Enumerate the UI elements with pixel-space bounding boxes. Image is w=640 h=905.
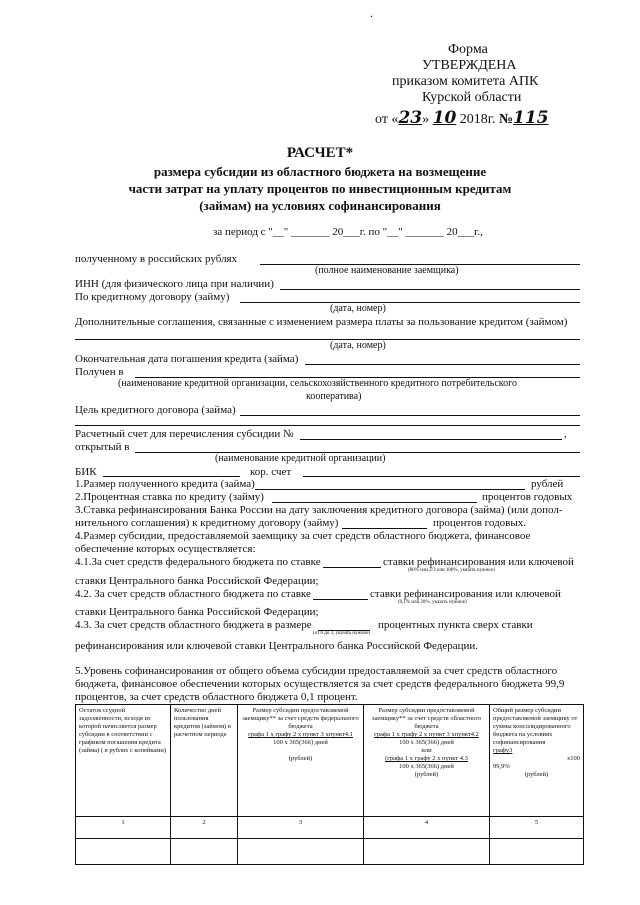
page-mark: . — [370, 6, 373, 20]
item-2-unit: процентов годовых — [482, 491, 573, 503]
table-row — [76, 839, 584, 865]
number-handwritten: 115 — [513, 108, 549, 128]
item-4-1-tail: ставки рефинансирования или ключевой — [383, 556, 574, 568]
corr-account-label: кор. счет — [250, 466, 292, 478]
form-label: Форма — [448, 42, 488, 57]
month-handwritten: 10 — [432, 108, 457, 128]
item-5b: бюджета, финансовое обеспечении которых осуществляется за счет средств федерального бюджета 99,9 — [75, 678, 565, 690]
table-header-col3: Размер субсидии предоставляемой заемщику** за счет средств федерального бюджета графа 1 х графу 2 х пункт 3 хпункт4.1 100 х 365(366) дней (рублей) — [238, 705, 364, 817]
inn-label: ИНН (для физического лица при наличии) — [75, 278, 274, 290]
addl-agreements-label: Дополнительные соглашения, связанные с изменением размера платы за пользование кредитом (займом) — [75, 316, 568, 328]
date-sep: » — [422, 112, 430, 127]
item-4-2b: ставки Центрального банка Российской Федерации; — [75, 606, 319, 618]
item-4-3: 4.3. За счет средств областного бюджета в размере — [75, 619, 312, 631]
cell-total[interactable] — [490, 839, 584, 865]
order-label: приказом комитета АПК — [392, 74, 539, 89]
subsidy-table — [75, 704, 584, 865]
item-5a: 5.Уровень софинансирования от общего объема субсидии предоставляемой за счет средств областного — [75, 665, 558, 677]
order-date — [375, 110, 549, 128]
period-line: за период с "__" _______ 20___г. по "__" _______ 20___г., — [213, 226, 483, 238]
table-header-col5: Общий размер субсидии предоставляемой заемщику от суммы консолидированного бюджета на условиях софинансирования графу3 х100 99,9% (рублей) — [490, 705, 584, 817]
item-3a: 3.Ставка рефинансирования Банка России на дату заключения кредитного договора (займа) (или допол- — [75, 504, 563, 516]
col-number-2: 2 — [171, 817, 238, 839]
received-label: полученному в российских рублях — [75, 253, 238, 265]
account-comma: , — [564, 428, 567, 440]
item-4-2-note: (0,1% или 20%, указать нужное) — [398, 600, 467, 605]
table-header-col2: Количество дней пользования кредитом (займом) в расчетном периоде — [171, 705, 238, 817]
cell-federal[interactable] — [238, 839, 364, 865]
col-number-5: 5 — [490, 817, 584, 839]
borrower-caption: (полное наименование заемщика) — [315, 265, 459, 276]
cell-balance[interactable] — [76, 839, 171, 865]
item-5c: процентов, за счет средств областного бюджета 0,1 процент. — [75, 691, 358, 703]
item-4-1-note: (80% или 2/3 или 100%, указать нужное) — [408, 568, 495, 573]
item-4-3b: рефинансирования или ключевой ставки Центрального банка Российской Федерации. — [75, 640, 479, 652]
item-4a: 4.Размер субсидии, предоставляемой заемщику за счет средств областного бюджета, финансовое — [75, 530, 531, 542]
col-number-4: 4 — [364, 817, 490, 839]
col-number-3: 3 — [238, 817, 364, 839]
item-4-2: 4.2. За счет средств областного бюджета по ставке — [75, 588, 311, 600]
cell-days[interactable] — [171, 839, 238, 865]
item-1: 1.Размер полученного кредита (займа) — [75, 478, 255, 490]
item-4-1: 4.1.За счет средств федерального бюджета по ставке — [75, 556, 321, 568]
day-handwritten: 23 — [398, 108, 423, 128]
item-3-unit: процентов годовых. — [433, 517, 527, 529]
item-4-1b: ставки Центрального банка Российской Федерации; — [75, 575, 319, 587]
received-in-label: Получен в — [75, 366, 124, 378]
region-label: Курской области — [422, 90, 522, 105]
table-header-col1: Остаток ссудной задолженности, исходя из которой начисляется размер субсидии в соответствии с графиком погашения кредита (займа) ( в рублях с копейками) — [76, 705, 171, 817]
purpose-label: Цель кредитного договора (займа) — [75, 404, 236, 416]
table-header-col4: Размер субсидии предоставляемой заемщику** за счет средств областного бюджета графа 1 х графу 2 х пункт 3 хпункт4.2 100 х 365(366) дней или (графа 1 х графу 2 х пункт 4.3 100 х 365(366) дней (рублей) — [364, 705, 490, 817]
table-header-row — [76, 705, 584, 817]
addl-date-caption: (дата, номер) — [330, 340, 386, 351]
item-4-3-tail: процентных пункта сверх ставки — [378, 619, 533, 631]
item-2: 2.Процентная ставка по кредиту (займу) — [75, 491, 264, 503]
cell-regional[interactable] — [364, 839, 490, 865]
bank-caption: (наименование кредитной организации) — [215, 453, 386, 464]
item-4-2-tail: ставки рефинансирования или ключевой — [370, 588, 561, 600]
account-label: Расчетный счет для перечисления субсидии № — [75, 428, 294, 440]
col-number-1: 1 — [76, 817, 171, 839]
doc-subtitle-3: (займам) на условиях софинансирования — [199, 198, 441, 213]
opened-in-label: открытый в — [75, 441, 130, 453]
table-number-row — [76, 817, 584, 839]
year: 2018г. — [459, 112, 496, 127]
contract-date-caption: (дата, номер) — [330, 303, 386, 314]
item-4-3-note: (от 0 до 3, указать нужное) — [313, 631, 371, 636]
bik-label: БИК — [75, 466, 97, 478]
doc-title: РАСЧЕТ* — [286, 145, 354, 161]
number-prefix: № — [498, 112, 514, 127]
item-4b: обеспечение которых осуществляется: — [75, 543, 256, 555]
doc-subtitle-2: части затрат на уплату процентов по инвестиционным кредитам — [128, 181, 512, 196]
org-caption-1: (наименование кредитной организации, сельскохозяйственного кредитного потребительского — [118, 378, 517, 389]
approved-label: УТВЕРЖДЕНА — [422, 58, 517, 73]
doc-subtitle-1: размера субсидии из областного бюджета на возмещение — [153, 164, 487, 179]
org-caption-2: кооператива) — [306, 391, 362, 402]
final-date-label: Окончательная дата погашения кредита (займа) — [75, 353, 299, 365]
item-1-unit: рублей — [531, 478, 564, 490]
item-3b: нительного соглашения) к кредитному договору (займу) — [75, 517, 339, 529]
date-prefix: от « — [375, 112, 399, 127]
contract-label: По кредитному договору (займу) — [75, 291, 230, 303]
